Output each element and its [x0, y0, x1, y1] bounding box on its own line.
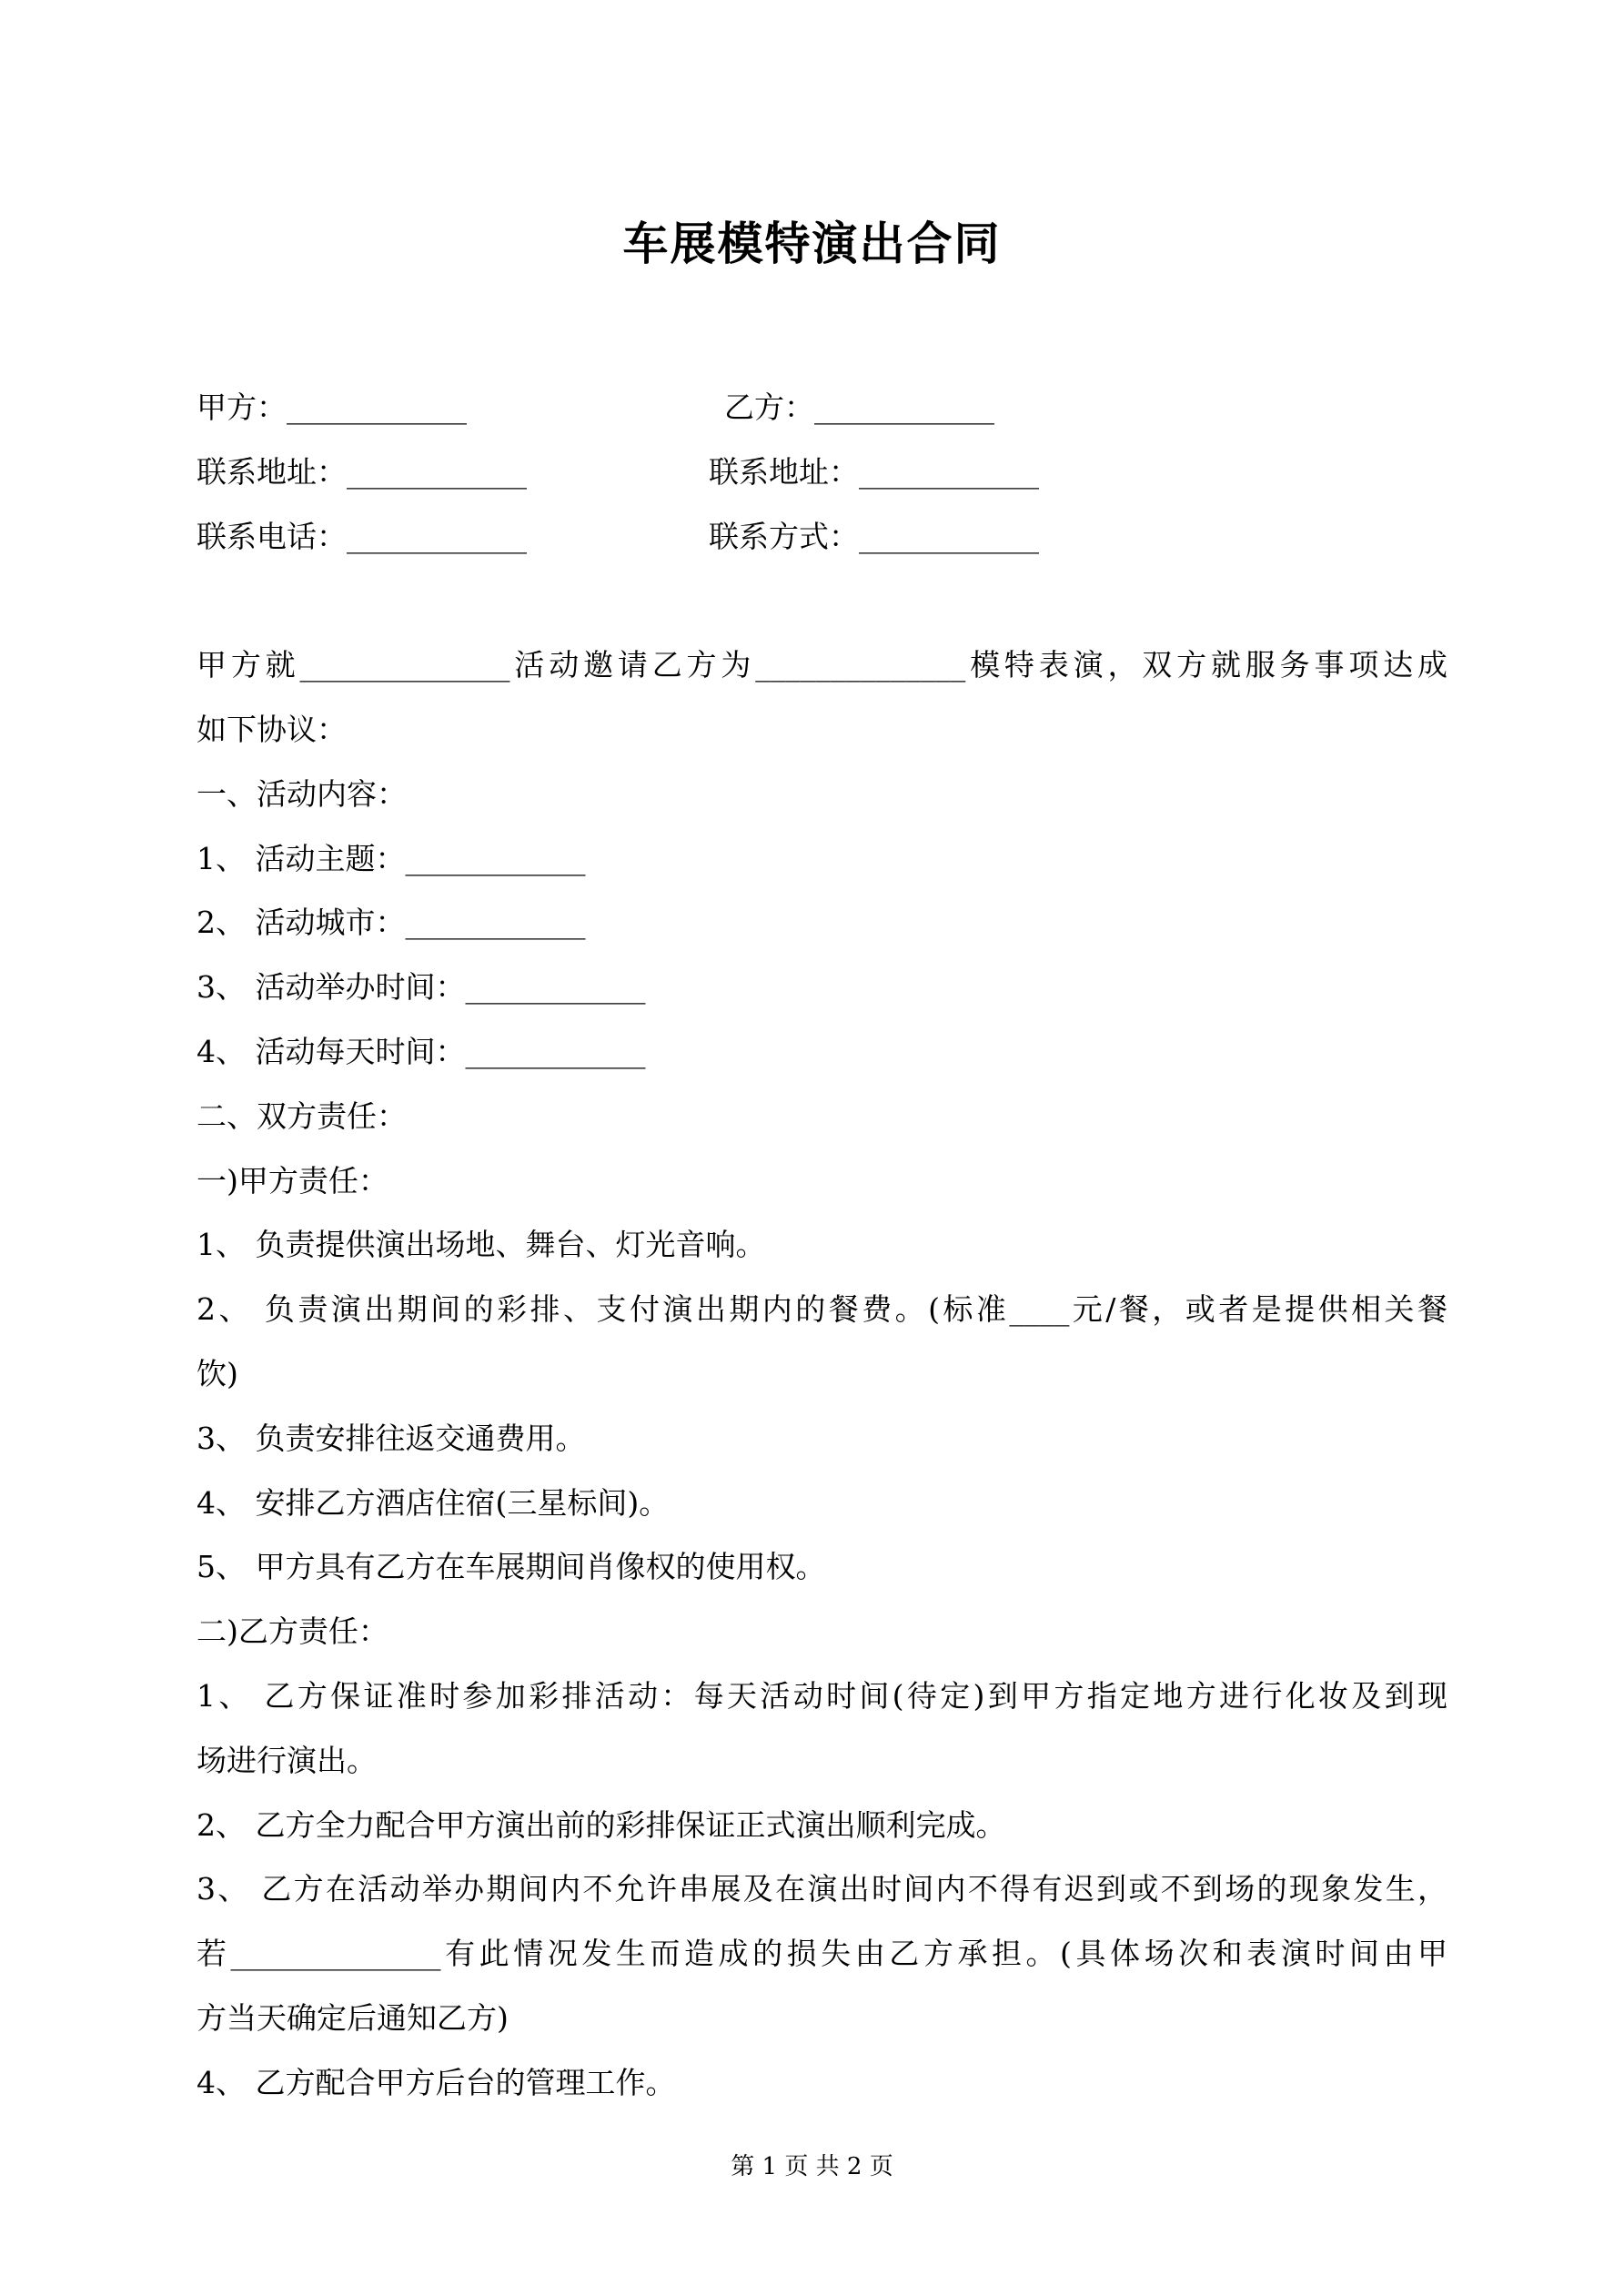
party-row: [197, 505, 1447, 570]
list-item: 2、 负责演出期间的彩排、支付演出期内的餐费。(标准____元/餐，或者是提供相关餐: [197, 1291, 1447, 1328]
party-row: [197, 376, 1447, 440]
list-item: 4、 活动每天时间：____________: [197, 1033, 646, 1069]
party-b-contact-field: 联系方式：____________: [709, 518, 1039, 554]
list-item-continuation: 场进行演出。: [197, 1742, 377, 1778]
party-row: [197, 440, 1447, 505]
list-item: 1、 活动主题：____________: [197, 840, 586, 876]
page-footer: 第 1 页 共 2 页: [731, 2153, 893, 2180]
party-a-phone-field: 联系电话：____________: [197, 518, 527, 554]
list-item: 4、 乙方配合甲方后台的管理工作。: [197, 2064, 676, 2100]
party-b-address-field: 联系地址：____________: [709, 453, 1039, 490]
list-item: 3、 活动举办时间：____________: [197, 969, 646, 1006]
spacer: [197, 569, 1447, 633]
subsection-heading: 一)甲方责任：: [197, 1162, 388, 1199]
paragraph-line: 如下协议：: [197, 711, 347, 747]
document-title: 车展模特演出合同: [622, 217, 1002, 270]
list-item: 1、 负责提供演出场地、舞台、灯光音响。: [197, 1227, 766, 1263]
section-heading: 二、双方责任：: [197, 1097, 407, 1134]
section-heading: 一、活动内容：: [197, 775, 407, 812]
list-item-continuation: 方当天确定后通知乙方): [197, 1999, 509, 2036]
list-item: 1、 乙方保证准时参加彩排活动：每天活动时间(待定)到甲方指定地方进行化妆及到现: [197, 1677, 1447, 1714]
list-item: 2、 活动城市：____________: [197, 905, 586, 941]
list-item-continuation: 若______________有此情况发生而造成的损失由乙方承担。(具体场次和表演时间由甲: [197, 1936, 1447, 1972]
list-item: 3、 负责安排往返交通费用。: [197, 1420, 586, 1456]
party-a-address-field: 联系地址：____________: [197, 453, 527, 490]
party-b-field: 乙方：____________: [724, 389, 994, 425]
list-item: 4、 安排乙方酒店住宿(三星标间)。: [197, 1484, 670, 1521]
list-item: 5、 甲方具有乙方在车展期间肖像权的使用权。: [197, 1549, 826, 1585]
document-body: [197, 376, 1447, 2116]
subsection-heading: 二)乙方责任：: [197, 1613, 388, 1650]
paragraph-line: 甲方就______________活动邀请乙方为______________模特表演，双方就服务事项达成: [197, 647, 1447, 683]
party-a-field: 甲方：____________: [197, 389, 467, 425]
list-item: 2、 乙方全力配合甲方演出前的彩排保证正式演出顺利完成。: [197, 1806, 1006, 1843]
list-item-continuation: 饮): [197, 1355, 238, 1391]
list-item: 3、 乙方在活动举办期间内不允许串展及在演出时间内不得有迟到或不到场的现象发生，: [197, 1871, 1447, 1907]
